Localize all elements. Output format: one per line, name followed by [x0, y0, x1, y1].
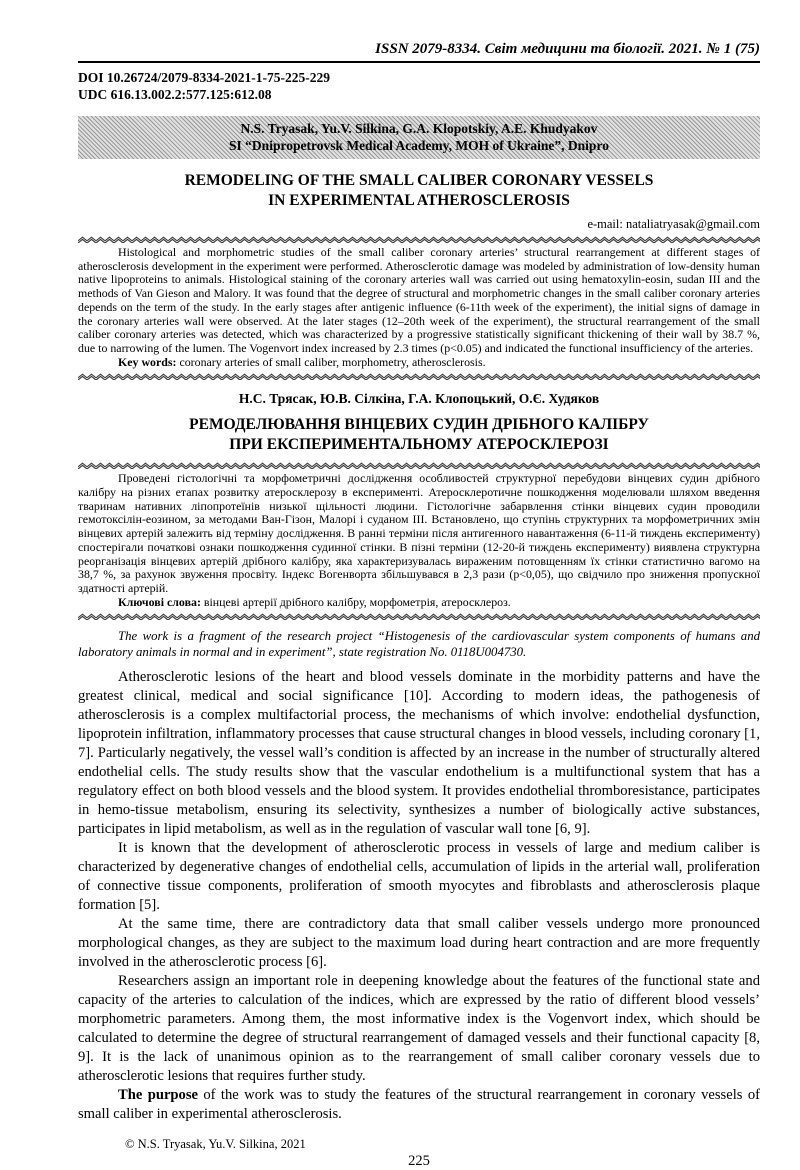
- doi-line: DOI 10.26724/2079-8334-2021-1-75-225-229: [78, 70, 330, 85]
- purpose-lead: The purpose: [118, 1087, 198, 1104]
- authors-affiliation-box: [78, 116, 760, 159]
- keywords-uk-label: Ключові слова:: [118, 594, 201, 609]
- abstract-uk: [78, 472, 760, 609]
- body-paragraph-3: At the same time, there are contradictory data that small caliber vessels undergo more pronounced morphological changes, as they are subject to the maximum load during heart contraction and are more frequently involved in the atherosclerotic process [6].: [78, 916, 760, 971]
- zigzag-divider: [78, 373, 760, 380]
- article-title-en-line2: IN EXPERIMENTAL ATHEROSCLEROSIS: [268, 191, 570, 209]
- header-rule: [78, 61, 760, 63]
- article-title-en-line1: REMODELING OF THE SMALL CALIBER CORONARY VESSELS: [184, 172, 654, 189]
- article-title-uk-line2: ПРИ ЕКСПЕРИМЕНТАЛЬНОМУ АТЕРОСКЛЕРОЗІ: [229, 435, 609, 453]
- purpose-rest: of the work was to study the features of the structural rearrangement in coronary vessels of small caliber in experimental atherosclerosis.: [78, 1087, 760, 1123]
- article-body: [78, 668, 760, 1124]
- abstract-en: [78, 246, 760, 369]
- copyright-line: © N.S. Tryasak, Yu.V. Silkina, 2021: [125, 1137, 306, 1152]
- abstract-en-text: Histological and morphometric studies of the small caliber coronary arteries’ structural rearrangement at different stages of atherosclerosis development in the experiment were performed. Atherosclerotic damage was modeled by administration of low-density human native lipoproteins to animals. Histological staining of the coronary arteries wall was carried out using hematoxylin-eosin, sudan III and the methods of Van Gieson and Malory. It was found that the degree of structural and morphometric changes in the small caliber coronary arteries depends on the term of the study. In the early stages after antigenic influence (6-11th week of the experiment), the initial signs of damage in the coronary arteries wall were observed. At the later stages (12–20th week of the experiment), the structural rearrangement of the small caliber coronary arteries was detected, which was characterized by a progressive statistically significant thickening of their wall by 38.7 %, due to narrowing of the lumen. The Vogenvort index increased by 2.3 times (p<0.05) and indicated the functional insufficiency of the arteries.: [78, 245, 760, 355]
- body-paragraph-2: It is known that the development of atherosclerotic process in vessels of large and medium caliber is characterized by degenerative changes of endothelial cells, accumulation of lipids in the arterial wall, proliferation of connective tissue components, proliferation of smooth myocytes and fibroblasts and atherosclerosis plaque formation [5].: [78, 840, 760, 914]
- article-title-uk: [78, 415, 760, 454]
- keywords-en-label: Key words:: [118, 354, 177, 369]
- authors-en: N.S. Tryasak, Yu.V. Silkina, G.A. Klopotskiy, A.E. Khudyakov: [240, 121, 598, 136]
- page-content: [78, 40, 760, 1170]
- journal-issn-header: ISSN 2079-8334. Світ медицини та біології. 2021. № 1 (75): [375, 41, 760, 57]
- author-email: e-mail: nataliatryasak@gmail.com: [587, 217, 760, 231]
- keywords-uk-text: вінцеві артерії дрібного калібру, морфометрія, атеросклероз.: [200, 594, 511, 609]
- zigzag-divider: [78, 613, 760, 620]
- keywords-en-text: coronary arteries of small caliber, morphometry, atherosclerosis.: [176, 354, 486, 369]
- body-paragraph-purpose: [78, 1086, 760, 1124]
- affiliation-en: SI “Dnipropetrovsk Medical Academy, MOH of Ukraine”, Dnipro: [229, 138, 609, 153]
- article-title-en: [78, 171, 760, 210]
- article-title-uk-line1: РЕМОДЕЛЮВАННЯ ВІНЦЕВИХ СУДИН ДРІБНОГО КАЛІБРУ: [189, 416, 649, 434]
- abstract-en-keywords: [78, 356, 760, 370]
- abstract-uk-text: Проведені гістологічні та морфометричні дослідження особливостей структурної перебудови вінцевих судин дрібного калібру на різних етапах розвитку атеросклерозу в експерименті. Атеросклеротичне пошкодження моделювали шляхом введення тваринам нативних ліпопротеїнів низької щільності людини. Гістологічне забарвлення стінки вінцевих судин проводили гемотоксілін-еозином, за методами Ван-Гізон, Малорі і суданом III. Встановлено, що ступінь структурних та морфометричних змін вінцевих артерій залежить від терміну дослідження. В ранні терміни після антигенного навантаження (6-11-й тиждень експерименту) спостерігали початкові ознаки пошкодження судинної стінки. В пізні терміни (12-20-й тиждень експерименту) виявлена структурна реорганізація вінцевих артерій дрібного калібру, яка характеризувалась вираженим потовщенням їх стінки статистично вагомо на 38,7 %, за рахунок звуження просвіту. Індекс Вогенворта збільшувався в 2,3 рази (р<0,05), що свідчило про зниження пропускної здатності артерій.: [78, 471, 760, 595]
- abstract-uk-keywords: [78, 596, 760, 610]
- page-number: 225: [408, 1153, 430, 1170]
- research-project-note: The work is a fragment of the research project “Histogenesis of the cardiovascular system components of humans and laboratory animals in normal and in experiment”, state registration No. 0118U004730.: [78, 629, 760, 659]
- authors-uk: Н.С. Трясак, Ю.В. Сілкіна, Г.А. Клопоцький, О.Є. Худяков: [238, 391, 600, 407]
- body-paragraph-4: Researchers assign an important role in deepening knowledge about the features of the functional state and capacity of the arteries to calculation of the indices, which are expressed by the ratio of different blood vessels’ morphometric parameters. Among them, the most informative index is the Vogenvort index, which should be calculated to determine the degree of structural rearrangement of damaged vessels and their functional capacity [8, 9]. It is the lack of unanimous opinion as to the rearrangement of small caliber coronary vessels due to atherosclerotic lesions that requires further study.: [78, 973, 760, 1085]
- zigzag-divider: [78, 462, 760, 469]
- page-footer: [78, 1137, 760, 1170]
- zigzag-divider: [78, 236, 760, 243]
- udc-line: UDC 616.13.002.2:577.125:612.08: [78, 86, 272, 102]
- body-paragraph-1: Atherosclerotic lesions of the heart and blood vessels dominate in the morbidity patterns and have the greatest clinical, medical and social significance [10]. According to modern ideas, the pathogenesis of atherosclerosis is a complex multifactorial process, the mechanisms of which involve: endothelial dysfunction, lipoprotein infiltration, inflammatory processes that cause structural changes in blood vessels, including coronary [1, 7]. Particularly negatively, the vessel wall’s condition is affected by an increase in the number of structurally altered endothelial cells. The study results show that the vascular endothelium is a multifunctional system that has a regulatory effect on both blood vessels and the blood system. It provides endothelial thromboresistance, participates in hemo-tissue metabolism, ensuring its selectivity, synthesizes a number of biologically active substances, participates in lipid metabolism, as well as in the regulation of vascular wall tone [6, 9].: [78, 669, 760, 838]
